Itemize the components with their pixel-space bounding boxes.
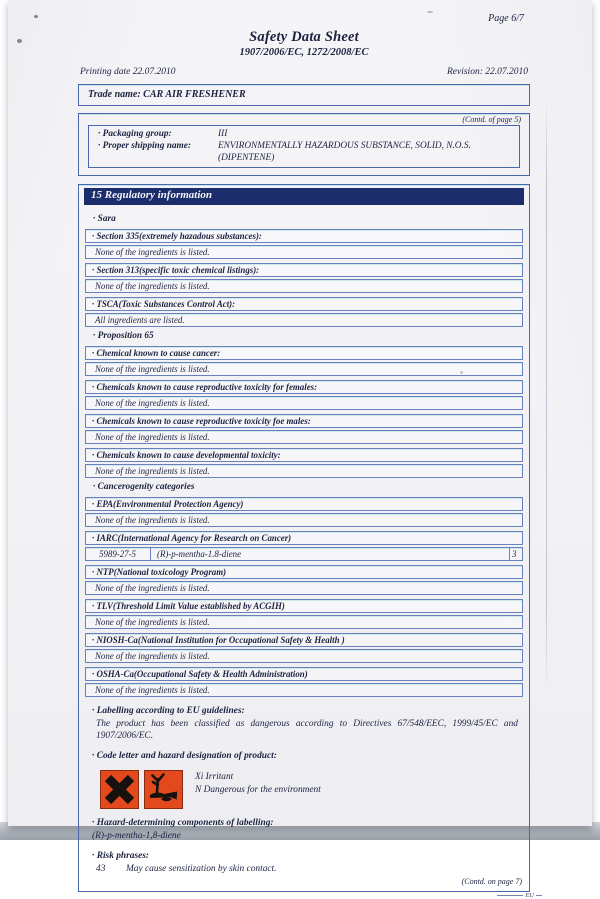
labelling-text: The product has been classified as dangerous according to Directives 67/548/EEC, 1999/45/EC and 1907/2006/EC. <box>96 719 518 741</box>
risk-phrase-code: 43 <box>96 864 106 874</box>
packaging-group-row <box>98 128 510 140</box>
reg-value-row: None of the ingredients is listed. <box>85 615 523 629</box>
scan-speck <box>17 39 22 43</box>
eu-footer-mark <box>92 892 544 899</box>
regulatory-list <box>84 210 524 697</box>
hazard-labels <box>195 770 321 809</box>
reg-heading-row: · IARC(International Agency for Research on Cancer) <box>85 531 523 545</box>
reg-value-row: None of the ingredients is listed. <box>85 245 523 259</box>
reg-value-row: None of the ingredients is listed. <box>85 683 523 697</box>
hazard-components-value: (R)-p-mentha-1,8-diene <box>92 831 181 841</box>
proper-shipping-name-row <box>98 140 510 164</box>
reg-value-row: None of the ingredients is listed. <box>85 649 523 663</box>
reg-value-row: None of the ingredients is listed. <box>85 396 523 410</box>
scan-speck <box>34 15 38 18</box>
reg-value-row: None of the ingredients is listed. <box>85 581 523 595</box>
proper-shipping-name-value: ENVIRONMENTALLY HAZARDOUS SUBSTANCE, SOLID, N.O.S. (DIPENTENE) <box>218 141 471 163</box>
environment-hazard-icon <box>144 770 183 809</box>
reg-value-row: None of the ingredients is listed. <box>85 464 523 478</box>
document-title: Safety Data Sheet <box>249 29 359 45</box>
reg-heading-row: · Section 313(specific toxic chemical listings): <box>85 263 523 277</box>
hazard-label-n: N Dangerous for the environment <box>195 785 321 795</box>
printing-date: Printing date 22.07.2010 <box>80 67 176 77</box>
reg-heading-row: · Chemicals known to cause reproductive toxicity foe males: <box>85 414 523 428</box>
reg-heading-row: · NIOSH-Ca(National Institution for Occupational Safety & Health ) <box>85 633 523 647</box>
contd-of-page-note: (Contd. of page 5) <box>462 115 521 124</box>
hazard-label-xi: Xi Irritant <box>195 772 234 782</box>
labelling-heading: · Labelling according to EU guidelines: <box>92 706 245 716</box>
reg-heading-row: · TLV(Threshold Limit Value established by ACGIH) <box>85 599 523 613</box>
meta-row <box>78 67 530 77</box>
reg-heading-row: · Chemical known to cause cancer: <box>85 346 523 360</box>
reg-value-row: None of the ingredients is listed. <box>85 362 523 376</box>
reg-heading-row: · NTP(National toxicology Program) <box>85 565 523 579</box>
reg-table-row <box>85 547 523 561</box>
packaging-group-label: · Packaging group: <box>98 129 172 139</box>
reg-value-row: None of the ingredients is listed. <box>85 279 523 293</box>
reg-plain-line: · Proposition 65 <box>93 331 154 341</box>
hazard-symbols-area <box>100 770 524 809</box>
iarc-rating: 3 <box>509 548 522 560</box>
footer-dash <box>497 895 523 896</box>
reg-heading-row: · OSHA-Ca(Occupational Safety & Health Administration) <box>85 667 523 681</box>
iarc-cas-number: 5989-27-5 <box>95 548 151 560</box>
trade-name: Trade name: CAR AIR FRESHENER <box>88 89 246 100</box>
trade-name-box <box>78 84 530 106</box>
reg-value-row: All ingredients are listed. <box>85 313 523 327</box>
packaging-group-value: III <box>218 129 228 139</box>
page-number: Page 6/7 <box>488 13 524 24</box>
document-page <box>8 0 592 899</box>
reg-heading-row: · Chemicals known to cause developmental toxicity: <box>85 448 523 462</box>
reg-heading-row: · Section 335(extremely hazadous substances): <box>85 229 523 243</box>
reg-value-row: None of the ingredients is listed. <box>85 430 523 444</box>
shipping-section-box <box>78 113 530 176</box>
shipping-inner-box <box>88 125 520 168</box>
contd-on-page-note: (Contd. on page 7) <box>461 877 522 886</box>
risk-phrase-row <box>96 863 524 875</box>
revision-date: Revision: 22.07.2010 <box>446 67 528 77</box>
risk-phrase-text: May cause sensitization by skin contact. <box>126 864 277 874</box>
footer-eu-label: EU <box>525 892 534 899</box>
section-15-header: 15 Regulatory information <box>84 188 524 205</box>
section-15-box <box>78 184 530 892</box>
proper-shipping-name-label: · Proper shipping name: <box>98 141 191 151</box>
reg-heading-row: · Chemicals known to cause reproductive toxicity for females: <box>85 380 523 394</box>
hazard-components-heading: · Hazard-determining components of labelling: <box>92 818 274 828</box>
reg-value-row: None of the ingredients is listed. <box>85 513 523 527</box>
iarc-substance-name: (R)-p-mentha-1.8-diene <box>157 549 242 559</box>
irritant-cross-icon <box>100 770 139 809</box>
reg-heading-row: · EPA(Environmental Protection Agency) <box>85 497 523 511</box>
reg-plain-line: · Sara <box>93 214 116 224</box>
risk-phrases-heading: · Risk phrases: <box>92 851 150 861</box>
reg-heading-row: · TSCA(Toxic Substances Control Act): <box>85 297 523 311</box>
document-subtitle: 1907/2006/EC, 1272/2008/EC <box>239 47 369 58</box>
hazard-icons <box>100 770 183 809</box>
paper-fold-line <box>546 95 547 695</box>
reg-plain-line: · Cancerogenity categories <box>93 482 195 492</box>
code-letter-heading: · Code letter and hazard designation of product: <box>92 751 277 761</box>
footer-dash <box>536 895 542 896</box>
